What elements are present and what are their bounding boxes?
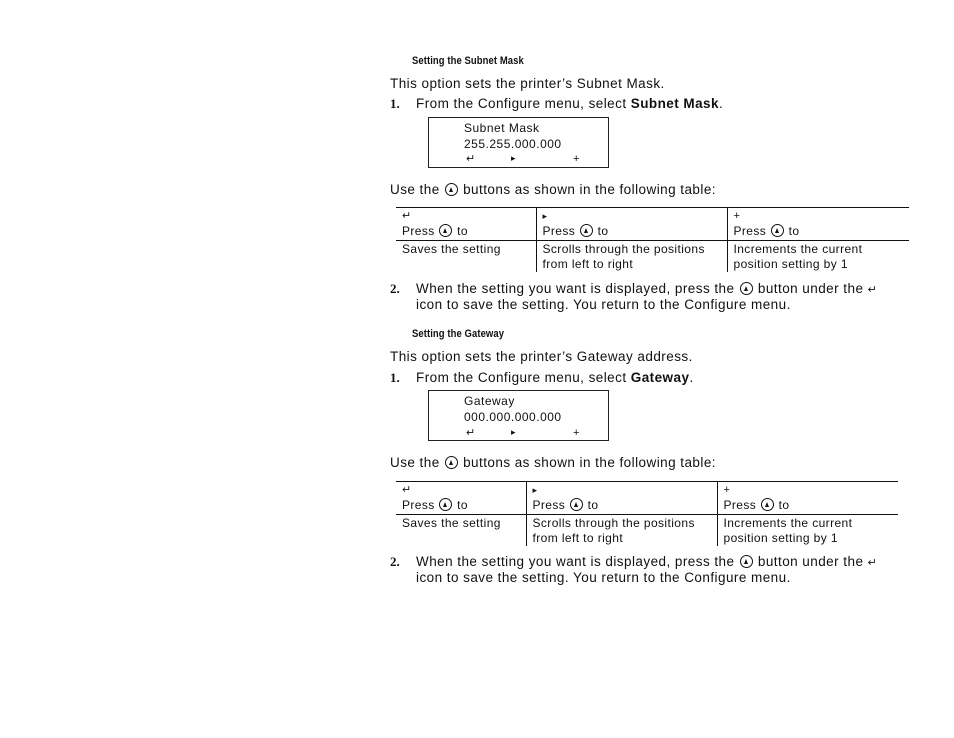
gateway-step-2 [390, 554, 910, 585]
header-cell-plus: + Press to [727, 208, 909, 241]
header-cell-arrow: ▸ Press to [536, 208, 727, 241]
enter-icon: ↵ [867, 557, 878, 569]
up-button-icon [570, 498, 583, 511]
table-row [396, 241, 909, 273]
right-arrow-icon: ▸ [511, 153, 517, 163]
step-number: 2. [390, 281, 400, 296]
lcd-value: 255.255.000.000 [464, 137, 562, 151]
plus-icon: + [573, 153, 580, 165]
gateway-intro: This option sets the printer’s Gateway address. [390, 349, 693, 364]
subnet-table-intro: Use the buttons as shown in the following table: [390, 182, 716, 197]
up-button-icon [445, 456, 458, 469]
enter-icon: ↵ [402, 484, 412, 496]
subnet-step-2 [390, 281, 910, 312]
enter-icon: ↵ [466, 427, 476, 439]
table-cell: Increments the current position setting by 1 [717, 515, 898, 547]
step-1-text: From the Configure menu, select Gateway. [416, 370, 694, 385]
plus-icon: + [573, 427, 580, 439]
up-button-icon [761, 498, 774, 511]
step-2-line-2: icon to save the setting. You return to the Configure menu. [416, 570, 791, 585]
subnet-button-table [396, 207, 909, 272]
subnet-step-1 [390, 96, 724, 112]
step-number: 2. [390, 554, 400, 569]
table-cell: Saves the setting [402, 242, 501, 256]
up-button-icon [439, 224, 452, 237]
table-header-row [396, 482, 898, 515]
lcd-title: Gateway [464, 394, 515, 408]
lcd-display-gateway [428, 390, 609, 441]
step-1-text: From the Configure menu, select Subnet Mask. [416, 96, 724, 111]
table-header-row [396, 208, 909, 241]
table-row [396, 515, 898, 547]
plus-icon: + [723, 484, 731, 496]
lcd-value: 000.000.000.000 [464, 410, 562, 424]
lcd-display-subnet [428, 117, 609, 168]
gateway-step-1 [390, 370, 694, 386]
section-heading-subnet-mask: Setting the Subnet Mask [412, 55, 524, 67]
step-number: 1. [390, 96, 400, 111]
right-arrow-icon: ▸ [542, 211, 548, 221]
table-cell: Increments the current position setting by 1 [727, 241, 909, 273]
table-cell: Scrolls through the positions from left to right [536, 241, 727, 273]
lcd-title: Subnet Mask [464, 121, 540, 135]
enter-icon: ↵ [867, 284, 878, 296]
up-button-icon [580, 224, 593, 237]
up-button-icon [439, 498, 452, 511]
enter-icon: ↵ [466, 153, 476, 165]
plus-icon: + [733, 210, 741, 222]
table-cell: Saves the setting [402, 516, 501, 530]
right-arrow-icon: ▸ [511, 427, 517, 437]
section-heading-gateway: Setting the Gateway [412, 328, 505, 340]
table-cell: Scrolls through the positions from left to right [526, 515, 717, 547]
right-arrow-icon: ▸ [532, 485, 538, 495]
step-2-line-2: icon to save the setting. You return to the Configure menu. [416, 297, 791, 312]
up-button-icon [740, 282, 753, 295]
header-cell-plus: + Press to [717, 482, 898, 515]
up-button-icon [771, 224, 784, 237]
step-2-line-1: When the setting you want is displayed, press the button under the ↵ [416, 281, 878, 296]
step-number: 1. [390, 370, 400, 385]
header-cell-enter: ↵ Press to [396, 208, 536, 241]
subnet-intro: This option sets the printer’s Subnet Mask. [390, 76, 665, 91]
enter-icon: ↵ [402, 210, 412, 222]
gateway-button-table [396, 481, 898, 546]
header-cell-enter: ↵ Press to [396, 482, 526, 515]
gateway-table-intro: Use the buttons as shown in the following table: [390, 455, 716, 470]
header-cell-arrow: ▸ Press to [526, 482, 717, 515]
menu-item-gateway: Gateway [630, 370, 690, 385]
step-2-line-1: When the setting you want is displayed, press the button under the ↵ [416, 554, 878, 569]
menu-item-subnet-mask: Subnet Mask [630, 96, 719, 111]
up-button-icon [445, 183, 458, 196]
up-button-icon [740, 555, 753, 568]
